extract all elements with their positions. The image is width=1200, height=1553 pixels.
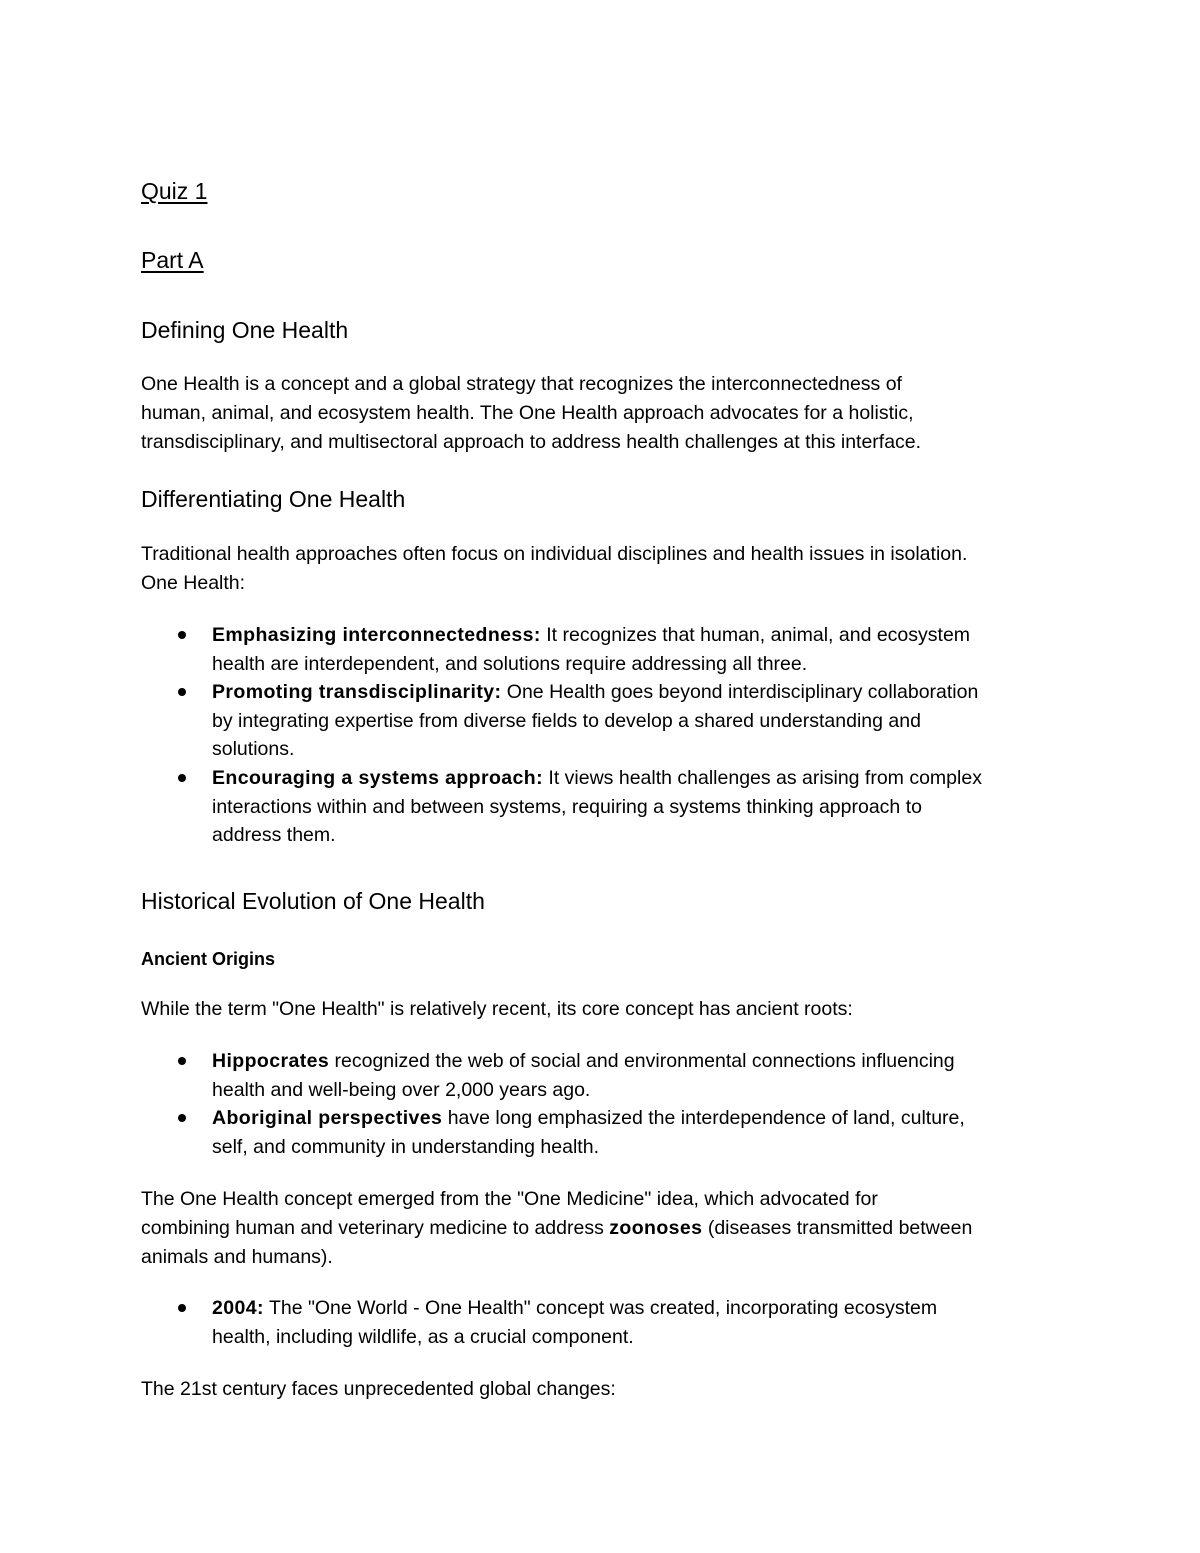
differentiating-intro-line-2: One Health: xyxy=(141,572,246,594)
quiz-title: Quiz 1 xyxy=(141,178,208,204)
heading-defining-one-health: Defining One Health xyxy=(141,317,349,343)
zoonoses-term: zoonoses xyxy=(609,1217,703,1239)
timeline-bullet-list xyxy=(141,1294,1071,1351)
differentiating-bullet-list xyxy=(141,621,1071,850)
bullet-text: health are interdependent, and solutions require addressing all three. xyxy=(212,652,808,675)
list-item xyxy=(141,1104,1071,1161)
one-medicine-line-1: The One Health concept emerged from the "One Medicine" idea, which advocated for xyxy=(141,1188,878,1210)
list-item xyxy=(141,1047,1071,1104)
differentiating-intro xyxy=(141,540,1071,598)
bullet-text: The "One World - One Health" concept was created, incorporating ecosystem xyxy=(263,1297,938,1319)
differentiating-intro-line-1: Traditional health approaches often focus on individual disciplines and health issues in isolation. xyxy=(141,543,968,565)
one-medicine-line-3: animals and humans). xyxy=(141,1246,333,1268)
bullet-icon xyxy=(178,688,186,696)
closing-line: The 21st century faces unprecedented global changes: xyxy=(141,1378,616,1400)
bullet-text: self, and community in understanding health. xyxy=(212,1135,599,1158)
bullet-text: by integrating expertise from diverse fields to develop a shared understanding and xyxy=(212,709,921,732)
bullet-text: health, including wildlife, as a crucial component. xyxy=(212,1325,634,1348)
bullet-bold-term: Promoting transdisciplinarity: xyxy=(212,681,502,704)
bullet-bold-term: Encouraging a systems approach: xyxy=(212,766,543,789)
bullet-text: One Health goes beyond interdisciplinary collaboration xyxy=(501,681,979,704)
bullet-text: It views health challenges as arising from complex xyxy=(543,766,982,789)
ancient-origins-intro xyxy=(141,995,1071,1024)
bullet-bold-term: 2004: xyxy=(212,1297,264,1319)
heading-historical-evolution: Historical Evolution of One Health xyxy=(141,888,485,914)
bullet-icon xyxy=(178,774,186,782)
bullet-text: solutions. xyxy=(212,738,295,761)
list-item xyxy=(141,1294,1071,1351)
closing-paragraph xyxy=(141,1375,1071,1404)
bullet-icon xyxy=(178,1057,186,1065)
heading-differentiating-one-health: Differentiating One Health xyxy=(141,486,406,512)
one-medicine-line-2 xyxy=(141,1214,1071,1243)
bullet-icon xyxy=(178,1114,186,1122)
list-item xyxy=(141,764,1071,850)
part-title: Part A xyxy=(141,247,204,273)
bullet-bold-term: Aboriginal perspectives xyxy=(212,1107,443,1130)
bullet-text: It recognizes that human, animal, and ecosystem xyxy=(540,624,971,646)
defining-paragraph xyxy=(141,370,1071,457)
list-item xyxy=(141,678,1071,764)
list-item xyxy=(141,621,1071,678)
one-medicine-paragraph xyxy=(141,1185,1071,1272)
bullet-icon xyxy=(178,631,186,639)
bullet-text: health and well-being over 2,000 years ago. xyxy=(212,1078,591,1101)
bullet-text: have long emphasized the interdependence of land, culture, xyxy=(442,1107,965,1130)
defining-line-2: human, animal, and ecosystem health. The One Health approach advocates for a holistic, xyxy=(141,402,914,424)
defining-line-1: One Health is a concept and a global strategy that recognizes the interconnectedness of xyxy=(141,373,902,395)
ancient-origins-bullet-list xyxy=(141,1047,1071,1161)
ancient-origins-intro-line: While the term "One Health" is relatively recent, its core concept has ancient roots: xyxy=(141,998,853,1020)
one-medicine-text: (diseases transmitted between xyxy=(702,1217,973,1239)
bullet-bold-term: Emphasizing interconnectedness: xyxy=(212,624,541,646)
bullet-bold-term: Hippocrates xyxy=(212,1050,330,1072)
bullet-icon xyxy=(178,1304,186,1312)
one-medicine-text: combining human and veterinary medicine to address xyxy=(141,1217,610,1239)
defining-line-3: transdisciplinary, and multisectoral approach to address health challenges at this interface. xyxy=(141,431,922,453)
bullet-text: interactions within and between systems, requiring a systems thinking approach to xyxy=(212,795,922,818)
bullet-text: recognized the web of social and environmental connections influencing xyxy=(329,1050,955,1072)
bullet-text: address them. xyxy=(212,824,336,847)
subheading-ancient-origins: Ancient Origins xyxy=(141,949,276,969)
